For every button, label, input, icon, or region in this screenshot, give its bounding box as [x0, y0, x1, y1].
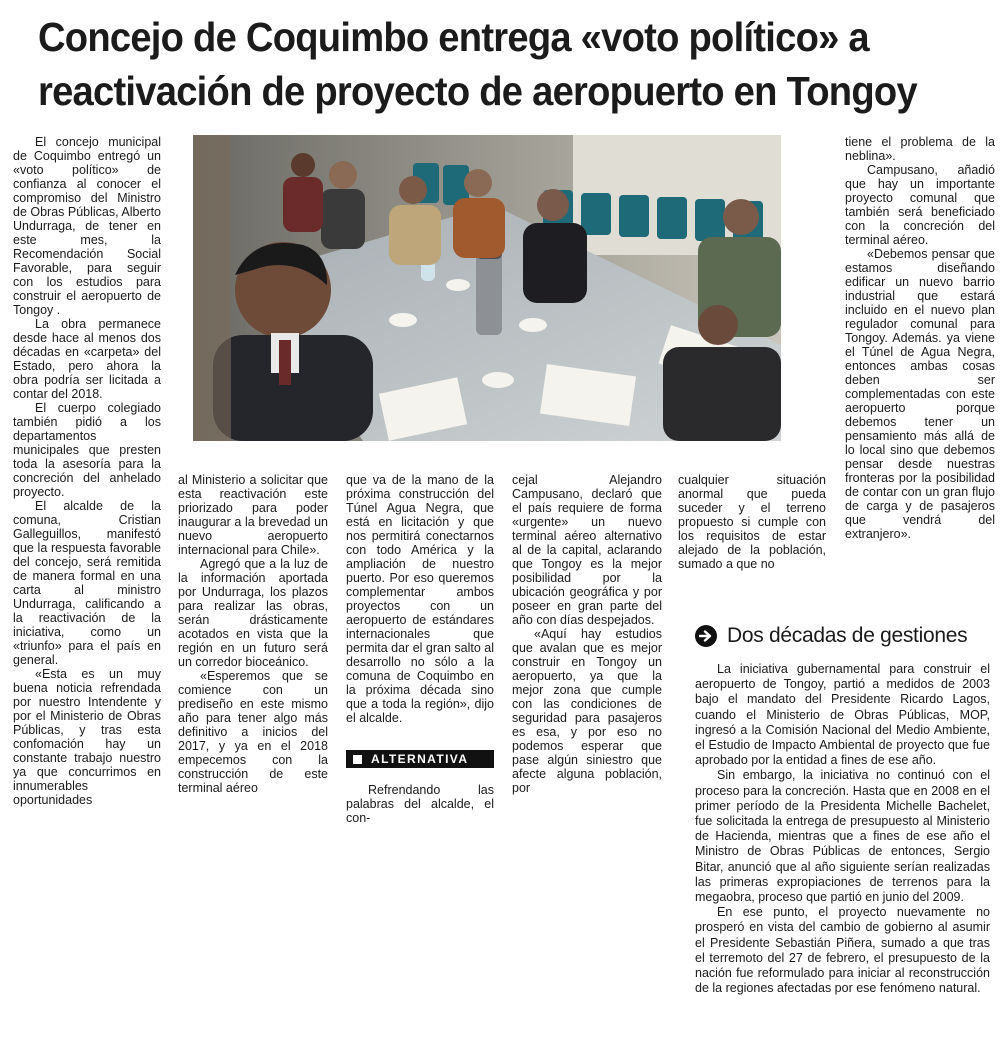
article-column-5 [678, 473, 826, 571]
paragraph: cejal Alejandro Campusano, declaró que el país requiere de forma «urgente» un nuevo terminal aéreo alternativo al de la capital, aclarando que Tongoy es la mejor posibilidad por la ubicación geográfica y por poseer en gran parte del año con días despejados. [512, 473, 662, 627]
paragraph: «Esperemos que se comience con un prediseño en este mismo año para tener algo más definitivo a inicios del 2017, y ya en el 2018 empecemos con la construcción de este terminal aéreo [178, 669, 328, 795]
headline: Concejo de Coquimbo entrega «voto político» a reactivación de proyecto de aeropuerto en Tongoy [38, 14, 917, 114]
paragraph: En ese punto, el proyecto nuevamente no prosperó en vista del cambio de gobierno al asumir el Presidente Sebastián Piñera, sumado a que tras el terremoto del 27 de febrero, el presupuesto de la nación fue reformulado para iniciar al reconstrucción de la regiones afectadas por ese fenómeno natural. [695, 905, 990, 996]
paragraph: Agregó que a la luz de la información aportada por Undurraga, los plazos para realizar las obras, serán drásticamente acotados en vista que la región en un futuro será un corredor bioceánico. [178, 557, 328, 669]
paragraph: Campusano, añadió que hay un importante proyecto comunal que también será beneficiado con la concreción del terminal aéreo. [845, 163, 995, 247]
paragraph: «Debemos pensar que estamos diseñando edificar un nuevo barrio industrial que estará incluido en el nuevo plan regulador comunal para Tongoy. Además. ya viene el Túnel de Agua Negra, entonces ambas cosas deben ser complementadas con este aeropuerto porque debemos tener un pensamiento más allá de lo local sino que debemos pensar desde nuestras fronteras por la posibilidad de contar con un gran flujo de carga y de pasajeros que vendrá del extranjero». [845, 247, 995, 541]
paragraph: El cuerpo colegiado también pidió a los departamentos municipales que presten toda la asesoría para la concreción del anhelado proyecto. [13, 401, 161, 499]
sidebar-heading [695, 622, 995, 650]
arrow-right-circle-icon [695, 625, 717, 647]
article-column-4 [512, 473, 662, 795]
paragraph: El concejo municipal de Coquimbo entregó un «voto político» de confianza al conocer el compromiso del Ministro de Obras Públicas, Alberto Undurraga, de tener en este mes, la Recomendación Social Favorable, para seguir con los estudios para construir el aeropuerto de Tongoy . [13, 135, 161, 317]
paragraph: Refrendando las palabras del alcalde, el con- [346, 783, 494, 825]
paragraph: tiene el problema de la neblina». [845, 135, 995, 163]
article-column-3-continued [346, 783, 494, 825]
article-column-6 [845, 135, 995, 541]
section-label-text: ALTERNATIVA [371, 752, 469, 766]
article-column-2 [178, 473, 328, 795]
paragraph: «Aquí hay estudios que avalan que es mejor construir en Tongoy un aeropuerto, ya que la mejor zona que cumple con las condiciones de seguridad para pasajeros es esa, y por eso no podemos esperar que pase algún siniestro que afecte alguna población, por [512, 627, 662, 795]
section-label-alternativa [346, 750, 494, 768]
paragraph: que va de la mano de la próxima construcción del Túnel Agua Negra, que está en licitación y que nos permitirá conectarnos con todo América y la ampliación de nuestro puerto. Por eso queremos complementar ambos proyectos con un aeropuerto de estándares internacionales que permita dar el gran salto al desarrollo no sólo a la comuna de Coquimbo en la próxima década sino que a toda la región», dijo el alcalde. [346, 473, 494, 725]
article-column-3 [346, 473, 494, 725]
paragraph: «Esta es un muy buena noticia refrendada por nuestro Intendente y por el Ministerio de Obras Públicas, y tras esta confomación hay un constante trabajo nuestro ya que concurrimos en innumerables oportunidades [13, 667, 161, 807]
square-bullet-icon [353, 755, 362, 764]
meeting-photo [193, 135, 781, 441]
sidebar-body [695, 662, 990, 996]
paragraph: El alcalde de la comuna, Cristian Galleguillos, manifestó que la respuesta favorable del concejo, será remitida de manera formal en una carta al ministro Undurraga, calificando a la reactivación de la iniciativa, como un «triunfo» para el país en general. [13, 499, 161, 667]
article-column-1 [13, 135, 161, 807]
paragraph: La obra permanece desde hace al menos dos décadas en «carpeta» del Estado, pero ahora la obra podría ser licitada a contar del 2018. [13, 317, 161, 401]
paragraph: cualquier situación anormal que pueda suceder y el terreno propuesto si cumple con los requisitos de estar alejado de la población, sumado a que no [678, 473, 826, 571]
paragraph: Sin embargo, la iniciativa no continuó con el proceso para la concreción. Hasta que en 2008 en el primer período de la Presidenta Michelle Bachelet, fue solicitada la entrega de presupuesto al Ministerio de Hacienda, mientras que a fines de ese año el Ministro de Obras Públicas de entonces, Sergio Bitar, anunció que al año siguiente serían realizadas las primeras expropiaciones de terrenos para la megaobra, proceso que partió en junio del 2009. [695, 768, 990, 905]
paragraph: al Ministerio a solicitar que esta reactivación este priorizado para poder inaugurar a la brevedad un nuevo aeropuerto internacional para Chile». [178, 473, 328, 557]
sidebar-title: Dos décadas de gestiones [727, 624, 968, 647]
paragraph: La iniciativa gubernamental para construir el aeropuerto de Tongoy, partió a medidos de 2003 bajo el mandato del Presidente Ricardo Lagos, cuando el Ministerio de Obras Públicas, MOP, ingresó a la Comisión Nacional del Medio Ambiente, el Estudio de Impacto Ambiental de proyecto que fue aprobado por la entidad a fines de ese año. [695, 662, 990, 768]
